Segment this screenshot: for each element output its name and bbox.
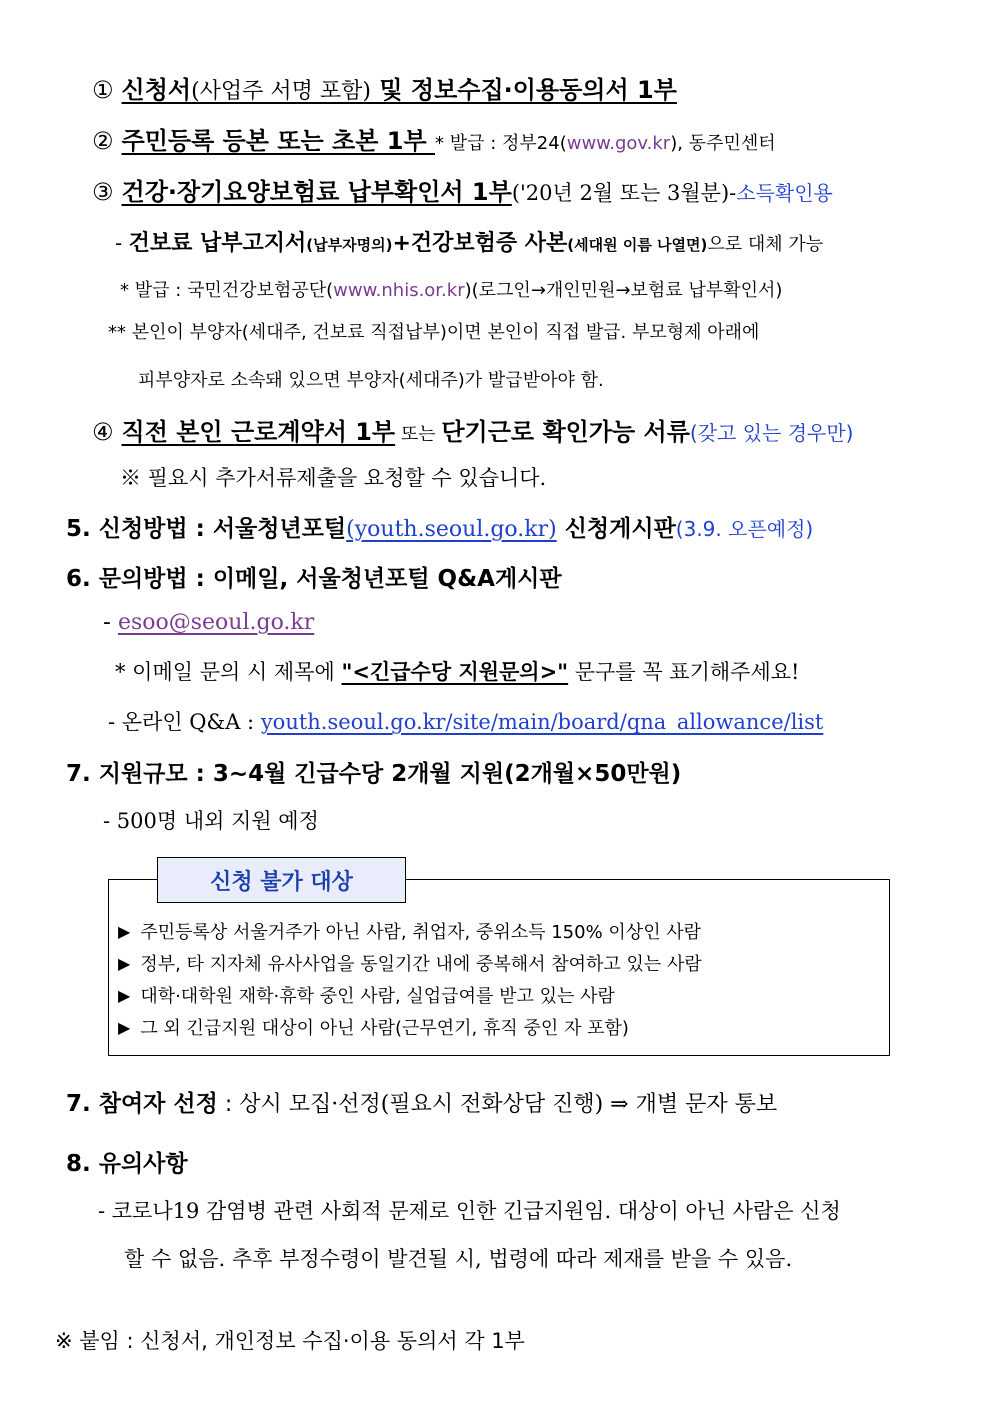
colon: :	[217, 1092, 240, 1117]
doc-title-suffix: 및 정보수집·이용동의서 1부	[371, 76, 677, 104]
youth-portal-link[interactable]: (youth.seoul.go.kr)	[346, 517, 557, 542]
item-number: ①	[92, 76, 114, 104]
note-text-suffix: 문구를 꼭 표기해주세요!	[568, 660, 800, 684]
required-doc-2	[92, 121, 776, 156]
doc-3-dependent-note-line1: ** 본인이 부양자(세대주, 건보료 직접납부)이면 본인이 직접 발급. 부모형제 아래에	[108, 322, 760, 343]
doc-3-issue-note	[120, 276, 782, 302]
bullet-icon: ▶	[118, 1017, 131, 1037]
section-7-support-scale: 7. 지원규모 : 3~4월 긴급수당 2개월 지원(2개월×50만원)	[66, 761, 682, 787]
doc-detail: (사업주 서명 포함)	[191, 79, 371, 104]
bullet-icon: ▶	[118, 921, 131, 941]
open-date: (3.9. 오픈예정)	[675, 517, 814, 541]
item-number: ④	[92, 418, 114, 446]
selection-text: 상시 모집·선정(필요시 전화상담 진행) ⇒ 개별 문자 통보	[239, 1092, 778, 1117]
section-8-notes: 8. 유의사항	[66, 1151, 188, 1177]
email-subject-note	[115, 656, 799, 686]
ineligible-title: 신청 불가 대상	[157, 857, 406, 903]
ineligible-text: 대학·대학원 재학·휴학 중인 사람, 실업급여를 받고 있는 사람	[140, 986, 615, 1007]
alt-doc-2: +건강보험증 사본	[392, 231, 568, 256]
section-6-inquiry: 6. 문의방법 : 이메일, 서울청년포털 Q&A게시판	[66, 566, 562, 592]
ineligible-item	[118, 979, 702, 1011]
item-number: ③	[92, 178, 114, 206]
doc-detail: ('20년 2월 또는 3월분)-	[511, 181, 737, 205]
email-link[interactable]: esoo@seoul.go.kr	[117, 610, 315, 635]
ineligible-text: 정부, 타 지자체 유사사업을 동일기간 내에 중복해서 참여하고 있는 사람	[140, 954, 702, 975]
attachment-note: ※ 붙임 : 신청서, 개인정보 수집·이용 동의서 각 1부	[55, 1329, 525, 1353]
doc-title-alt: 단기근로 확인가능 서류	[441, 418, 690, 446]
section-5-apply-method	[66, 510, 813, 543]
doc-title: 신청서	[121, 76, 192, 104]
doc-3-dependent-note-line2: 피부양자로 소속돼 있으면 부양자(세대주)가 발급받아야 함.	[138, 370, 604, 391]
subject-keyword: "<긴급수당 지원문의>"	[341, 660, 569, 684]
note-text: * 이메일 문의 시 제목에	[115, 660, 342, 684]
additional-docs-note: ※ 필요시 추가서류제출을 요청할 수 있습니다.	[120, 466, 547, 490]
required-doc-4	[92, 412, 853, 447]
doc-or: 또는	[395, 424, 442, 445]
section-label: 5. 신청방법 : 서울청년포털	[66, 516, 347, 542]
alt-doc-2-detail: (세대원 이름 나열면)	[567, 236, 708, 254]
issue-note-suffix: )(로그인→개인민원→보험료 납부확인서)	[464, 280, 783, 301]
doc-title: 건강·장기요양보험료 납부확인서 1부	[121, 178, 512, 206]
bullet-icon: ▶	[118, 985, 131, 1005]
notes-line-2: 할 수 없음. 추후 부정수령이 발견될 시, 법령에 따라 제재를 받을 수 있음.	[124, 1247, 793, 1271]
issue-note-suffix: ), 동주민센터	[670, 133, 776, 154]
ineligible-item	[118, 1011, 702, 1043]
doc-purpose: 소득확인용	[736, 181, 833, 205]
alt-doc-1: 건보료 납부고지서	[128, 231, 307, 256]
ineligible-item	[118, 915, 702, 947]
qna-link[interactable]: youth.seoul.go.kr/site/main/board/qna_allowance/list	[260, 710, 824, 734]
notes-line-1: - 코로나19 감염병 관련 사회적 문제로 인한 긴급지원임. 대상이 아닌 사람은 신청	[98, 1199, 841, 1223]
ineligible-text: 주민등록상 서울거주가 아닌 사람, 취업자, 중위소득 150% 이상인 사람	[140, 922, 702, 943]
online-qna	[108, 706, 823, 736]
gov24-link[interactable]: www.gov.kr	[566, 133, 671, 154]
doc-condition: (갖고 있는 경우만)	[689, 421, 854, 445]
required-doc-3	[92, 172, 833, 207]
doc-title: 직전 본인 근로계약서 1부	[121, 418, 396, 446]
required-doc-1	[92, 70, 677, 105]
bullet-icon: ▶	[118, 953, 131, 973]
section-label-2: 신청게시판	[556, 516, 676, 542]
nhis-link[interactable]: www.nhis.or.kr	[333, 280, 465, 301]
issue-note: * 발급 : 정부24(	[435, 133, 567, 154]
ineligible-text: 그 외 긴급지원 대상이 아닌 사람(근무연기, 휴직 중인 자 포함)	[140, 1018, 629, 1039]
item-number: ②	[92, 127, 114, 155]
section-label: 7. 참여자 선정	[66, 1091, 218, 1117]
section-7-selection	[66, 1085, 777, 1118]
online-qna-label: - 온라인 Q&A :	[108, 710, 261, 734]
alt-doc-1-detail: (납부자명의)	[306, 236, 393, 254]
ineligible-list	[118, 915, 702, 1043]
dash: -	[103, 610, 118, 635]
doc-title: 주민등록 등본 또는 초본 1부	[121, 127, 436, 155]
support-scale-note: - 500명 내외 지원 예정	[103, 809, 319, 833]
issue-note: * 발급 : 국민건강보험공단(	[120, 280, 334, 301]
dash: -	[115, 231, 129, 255]
doc-3-alternative	[115, 226, 823, 257]
alt-doc-note: 으로 대체 가능	[707, 234, 824, 255]
ineligible-item	[118, 947, 702, 979]
inquiry-email	[103, 610, 314, 635]
